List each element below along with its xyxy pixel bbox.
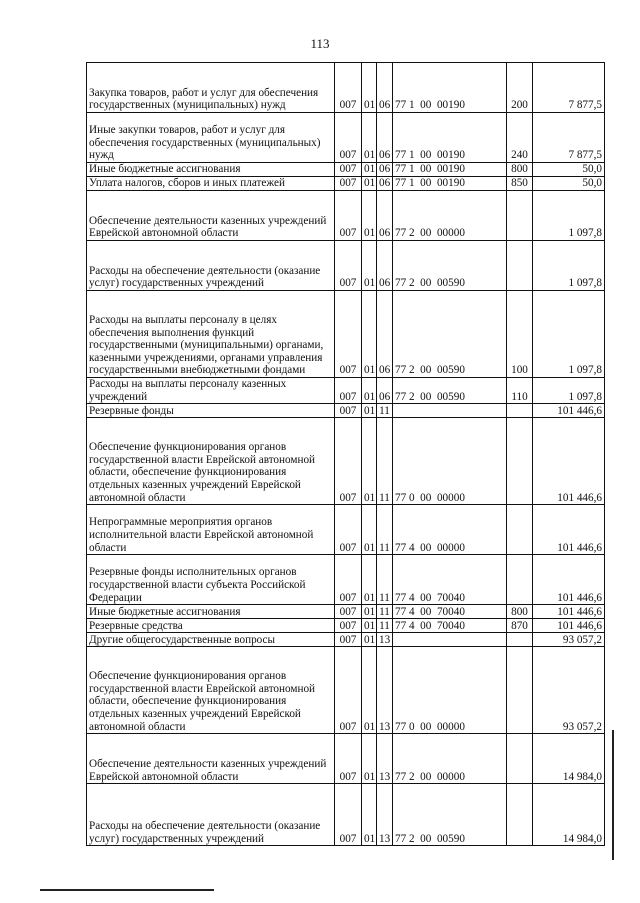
- ministry-code: 007: [335, 404, 362, 418]
- section-code: 01: [362, 163, 377, 177]
- amount: 7 877,5: [533, 63, 605, 113]
- expense-type-code: [507, 505, 533, 555]
- ministry-code: 007: [335, 418, 362, 505]
- subsection-code: 13: [377, 633, 393, 647]
- ministry-code: 007: [335, 647, 362, 734]
- amount: 1 097,8: [533, 191, 605, 241]
- section-code: 01: [362, 241, 377, 291]
- target-article-code: 77 4 00 00000: [393, 505, 507, 555]
- subsection-code: 11: [377, 619, 393, 633]
- table-row: [87, 404, 605, 418]
- amount: 93 057,2: [533, 633, 605, 647]
- table-row: [87, 619, 605, 633]
- expense-type-code: 800: [507, 605, 533, 619]
- target-article-code: 77 0 00 00000: [393, 418, 507, 505]
- target-article-code: [393, 404, 507, 418]
- row-name: Иные закупки товаров, работ и услуг для обеспечения государственных (муниципальных) нужд: [87, 113, 335, 163]
- subsection-code: 11: [377, 404, 393, 418]
- row-name: Обеспечение деятельности казенных учреждений Еврейской автономной области: [87, 191, 335, 241]
- subsection-code: 06: [377, 163, 393, 177]
- table-row: [87, 418, 605, 505]
- target-article-code: 77 1 00 00190: [393, 113, 507, 163]
- subsection-code: 11: [377, 505, 393, 555]
- amount: 1 097,8: [533, 291, 605, 378]
- ministry-code: 007: [335, 113, 362, 163]
- row-name: Резервные фонды: [87, 404, 335, 418]
- target-article-code: 77 1 00 00190: [393, 163, 507, 177]
- amount: 101 446,6: [533, 404, 605, 418]
- ministry-code: 007: [335, 555, 362, 605]
- subsection-code: 06: [377, 378, 393, 404]
- page-number: 113: [310, 36, 330, 51]
- section-code: 01: [362, 63, 377, 113]
- row-name: Иные бюджетные ассигнования: [87, 605, 335, 619]
- table-row: [87, 291, 605, 378]
- target-article-code: 77 4 00 70040: [393, 619, 507, 633]
- expense-type-code: [507, 241, 533, 291]
- row-name: Расходы на выплаты персоналу казенных учреждений: [87, 378, 335, 404]
- budget-table: [86, 62, 605, 846]
- ministry-code: 007: [335, 505, 362, 555]
- expense-type-code: 800: [507, 163, 533, 177]
- subsection-code: 13: [377, 734, 393, 784]
- table-row: [87, 555, 605, 605]
- section-code: 01: [362, 404, 377, 418]
- target-article-code: 77 1 00 00190: [393, 63, 507, 113]
- target-article-code: 77 4 00 70040: [393, 555, 507, 605]
- row-name: Расходы на выплаты персоналу в целях обеспечения выполнения функций государственными (муниципальными) органами, казенными учреждениями, органами управления государственными внебюджетными фондами: [87, 291, 335, 378]
- section-code: 01: [362, 734, 377, 784]
- expense-type-code: [507, 555, 533, 605]
- amount: 1 097,8: [533, 241, 605, 291]
- section-code: 01: [362, 784, 377, 846]
- amount: 7 877,5: [533, 113, 605, 163]
- expense-type-code: [507, 633, 533, 647]
- target-article-code: [393, 633, 507, 647]
- ministry-code: 007: [335, 291, 362, 378]
- row-name: Резервные фонды исполнительных органов государственной власти субъекта Российской Федерации: [87, 555, 335, 605]
- amount: 101 446,6: [533, 619, 605, 633]
- expense-type-code: 100: [507, 291, 533, 378]
- section-code: 01: [362, 378, 377, 404]
- target-article-code: 77 2 00 00590: [393, 784, 507, 846]
- ministry-code: 007: [335, 633, 362, 647]
- amount: 101 446,6: [533, 605, 605, 619]
- row-name: Иные бюджетные ассигнования: [87, 163, 335, 177]
- ministry-code: 007: [335, 191, 362, 241]
- amount: 101 446,6: [533, 555, 605, 605]
- table-row: [87, 378, 605, 404]
- section-code: 01: [362, 113, 377, 163]
- target-article-code: 77 4 00 70040: [393, 605, 507, 619]
- expense-type-code: 850: [507, 177, 533, 191]
- subsection-code: 06: [377, 191, 393, 241]
- target-article-code: 77 2 00 00000: [393, 734, 507, 784]
- row-name: Расходы на обеспечение деятельности (оказание услуг) государственных учреждений: [87, 241, 335, 291]
- ministry-code: 007: [335, 734, 362, 784]
- target-article-code: 77 2 00 00590: [393, 378, 507, 404]
- ministry-code: 007: [335, 619, 362, 633]
- ministry-code: 007: [335, 605, 362, 619]
- amount: 101 446,6: [533, 505, 605, 555]
- amount: 101 446,6: [533, 418, 605, 505]
- row-name: Обеспечение функционирования органов государственной власти Еврейской автономной области, обеспечение функционирования отдельных казенных учреждений Еврейской автономной области: [87, 418, 335, 505]
- table-row: [87, 605, 605, 619]
- section-code: 01: [362, 177, 377, 191]
- subsection-code: 06: [377, 113, 393, 163]
- table-row: [87, 177, 605, 191]
- amount: 14 984,0: [533, 784, 605, 846]
- amount: 50,0: [533, 163, 605, 177]
- table-row: [87, 191, 605, 241]
- target-article-code: 77 0 00 00000: [393, 647, 507, 734]
- ministry-code: 007: [335, 784, 362, 846]
- table-row: [87, 63, 605, 113]
- section-code: 01: [362, 633, 377, 647]
- row-name: Непрограммные мероприятия органов исполнительной власти Еврейской автономной области: [87, 505, 335, 555]
- expense-type-code: [507, 734, 533, 784]
- section-code: 01: [362, 619, 377, 633]
- section-code: 01: [362, 505, 377, 555]
- expense-type-code: [507, 404, 533, 418]
- target-article-code: 77 2 00 00590: [393, 241, 507, 291]
- table-row: [87, 633, 605, 647]
- amount: 50,0: [533, 177, 605, 191]
- subsection-code: 06: [377, 63, 393, 113]
- amount: 1 097,8: [533, 378, 605, 404]
- amount: 14 984,0: [533, 734, 605, 784]
- target-article-code: 77 2 00 00590: [393, 291, 507, 378]
- ministry-code: 007: [335, 378, 362, 404]
- target-article-code: 77 1 00 00190: [393, 177, 507, 191]
- table-row: [87, 647, 605, 734]
- margin-line: [612, 730, 614, 860]
- subsection-code: 13: [377, 784, 393, 846]
- row-name: Обеспечение функционирования органов государственной власти Еврейской автономной области, обеспечение функционирования отдельных казенных учреждений Еврейской автономной области: [87, 647, 335, 734]
- subsection-code: 06: [377, 241, 393, 291]
- expense-type-code: 200: [507, 63, 533, 113]
- row-name: Резервные средства: [87, 619, 335, 633]
- ministry-code: 007: [335, 177, 362, 191]
- table-row: [87, 163, 605, 177]
- row-name: Обеспечение деятельности казенных учреждений Еврейской автономной области: [87, 734, 335, 784]
- expense-type-code: 240: [507, 113, 533, 163]
- ministry-code: 007: [335, 63, 362, 113]
- ministry-code: 007: [335, 241, 362, 291]
- amount: 93 057,2: [533, 647, 605, 734]
- table-row: [87, 113, 605, 163]
- subsection-code: 06: [377, 177, 393, 191]
- expense-type-code: [507, 418, 533, 505]
- table-row: [87, 505, 605, 555]
- ministry-code: 007: [335, 163, 362, 177]
- subsection-code: 11: [377, 605, 393, 619]
- row-name: Другие общегосударственные вопросы: [87, 633, 335, 647]
- section-code: 01: [362, 418, 377, 505]
- target-article-code: 77 2 00 00000: [393, 191, 507, 241]
- expense-type-code: [507, 191, 533, 241]
- section-code: 01: [362, 191, 377, 241]
- expense-type-code: [507, 647, 533, 734]
- section-code: 01: [362, 605, 377, 619]
- subsection-code: 11: [377, 555, 393, 605]
- table-row: [87, 784, 605, 846]
- section-code: 01: [362, 291, 377, 378]
- expense-type-code: 110: [507, 378, 533, 404]
- expense-type-code: 870: [507, 619, 533, 633]
- expense-type-code: [507, 784, 533, 846]
- subsection-code: 06: [377, 291, 393, 378]
- footer-rule: [40, 889, 214, 891]
- section-code: 01: [362, 647, 377, 734]
- table-row: [87, 241, 605, 291]
- subsection-code: 11: [377, 418, 393, 505]
- row-name: Закупка товаров, работ и услуг для обеспечения государственных (муниципальных) нужд: [87, 63, 335, 113]
- row-name: Уплата налогов, сборов и иных платежей: [87, 177, 335, 191]
- row-name: Расходы на обеспечение деятельности (оказание услуг) государственных учреждений: [87, 784, 335, 846]
- subsection-code: 13: [377, 647, 393, 734]
- table-row: [87, 734, 605, 784]
- section-code: 01: [362, 555, 377, 605]
